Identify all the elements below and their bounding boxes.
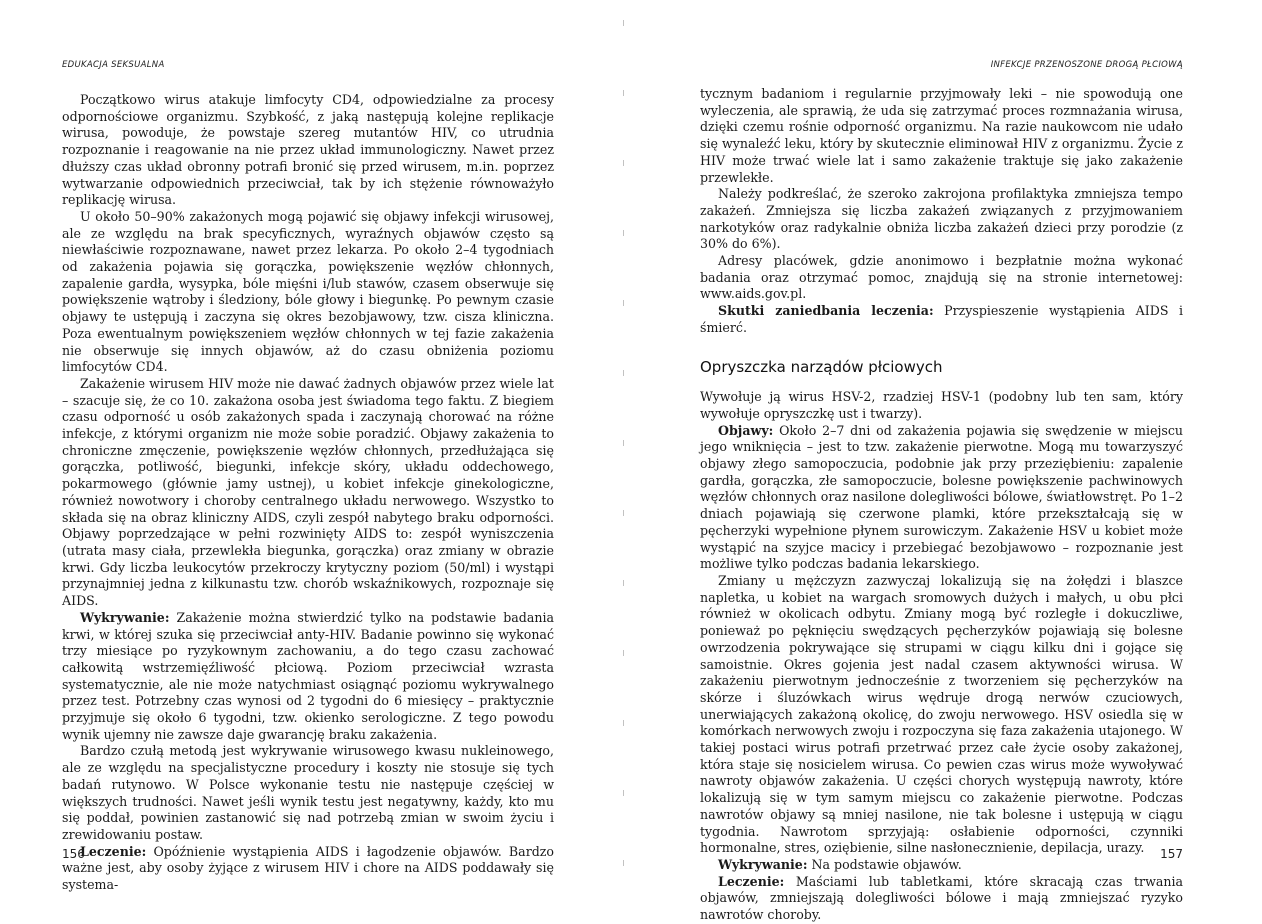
paragraph [62,610,554,744]
right-page [700,0,1183,923]
paragraph-text: Zakażenie można stwierdzić tylko na podstawie badania krwi, w której szuka się przeciwciał anty-HIV. Badanie powinno się wykonać trzy miesiące po ryzykownym zachowaniu, a do tego czasu zachować całkowitą wstrzemięźliwość płciową. Poziom przeciwciał wzrasta systematycznie, ale nie może natychmiast osiągnąć poziomu wykrywalnego przez test. Potrzebny czas wynosi od 2 tygodni do 6 miesięcy – praktycznie przyjmuje się około 6 tygodni, tzw. okienko serologiczne. Z tego powodu wynik ujemny nie zawsze daje gwarancję braku zakażenia. [62,609,554,742]
paragraph-text: Na podstawie objawów. [807,856,962,872]
paragraph: Adresy placówek, gdzie anonimowo i bezpłatnie można wykonać badania oraz otrzymać pomoc, znajdują się na stronie internetowej: www.aids.gov.pl. [700,253,1183,302]
paragraph [700,857,1183,874]
left-page [62,0,554,894]
right-page-number: 157 [1160,847,1183,861]
paragraph-text: Przyspieszenie wystąpienia AIDS i śmierć. [700,303,1183,335]
paragraph: U około 50–90% zakażonych mogą pojawić się objawy infekcji wirusowej, ale ze względu na brak specyficznych, wyraźnych objawów często są niewłaściwie rozpoznawane, nawet przez lekarza. Po około 2–4 tygodniach od zakażenia pojawia się gorączka, powiększenie węzłów chłonnych, zapalenie gardła, wysypka, bóle mięśni i/lub stawów, czasem obserwuje się powiększenie wątroby i śledziony, bóle głowy i biegunkę. Po pewnym czasie objawy te ustępują i zaczyna się okres bezobjawowy, tzw. cisza kliniczna. Poza ewentualnym powiększeniem węzłów chłonnych w tej fazie zakażenia nie obserwuje się innych objawów, aż do czasu obniżenia poziomu limfocytów CD4. [62,208,554,375]
run-in-heading: Skutki zaniedbania leczenia: [718,303,934,319]
run-in-heading: Leczenie: [718,873,785,889]
paragraph: Zakażenie wirusem HIV może nie dawać żadnych objawów przez wiele lat – szacuje się, że co 10. zakażona osoba jest świadoma tego faktu. Z biegiem czasu odporność u osób zakażonych spada i zaczynają chorować na różne infekcje, z którymi organizm nie może sobie poradzić. Objawy zakażenia to chroniczne zmęczenie, powiększenie węzłów chłonnych, przedłużająca się gorączka, potliwość, biegunki, infekcje skóry, układu oddechowego, pokarmowego (głównie jamy ustnej), u kobiet infekcje ginekologiczne, również nowotwory i choroby centralnego układu nerwowego. Wszystko to składa się na obraz kliniczny AIDS, czyli zespół nabytego braku odporności. Objawy poprzedzające w pełni rozwinięty AIDS to: zespół wyniszczenia (utrata masy ciała, przewlekła biegunka, gorączka) oraz zmiany w obrazie krwi. Gdy liczba leukocytów przekroczy krytyczny poziom (50/ml) i wystąpi przynajmniej jedna z kilkunastu tzw. chorób wskaźnikowych, rozpoznaje się AIDS. [62,375,554,609]
run-in-heading: Leczenie: [80,843,147,859]
left-running-head: EDUKACJA SEKSUALNA [62,60,165,70]
run-in-heading: Wykrywanie: [80,609,170,625]
left-page-number: 156 [62,847,85,861]
right-running-head: INFEKCJE PRZENOSZONE DROGĄ PŁCIOWĄ [990,60,1183,70]
paragraph-text: Opóźnienie wystąpienia AIDS i łagodzenie objawów. Bardzo ważne jest, aby osoby żyjące z wirusem HIV i chore na AIDS poddawały się systema- [62,843,554,893]
paragraph: Początkowo wirus atakuje limfocyty CD4, odpowiedzialne za procesy odpornościowe organizmu. Szybkość, z jaką następują kolejne replikacje wirusa, powoduje, że powstaje szereg mutantów HIV, co utrudnia rozpoznanie i reagowanie na nie przez układ immunologiczny. Nawet przez dłuższy czas układ obronny potrafi bronić się przed wirusem, m.in. poprzez wytwarzanie odpowiednich przeciwciał, tak by ich stężenie równoważyło replikację wirusa. [62,92,554,208]
run-in-heading: Wykrywanie: [718,856,808,872]
paragraph: tycznym badaniom i regularnie przyjmowały leki – nie spowodują one wyleczenia, ale sprawią, że uda się zatrzymać proces rozmnażania wirusa, dzięki czemu rośnie odporność organizmu. Na razie naukowcom nie udało się wynaleźć leku, który by skutecznie eliminował HIV z organizmu. Życie z HIV może trwać wiele lat i samo zakażenie traktuje się jako zakażenie przewlekłe. [700,86,1183,185]
paragraph [700,303,1183,336]
paragraph [700,874,1183,924]
paragraph: Bardzo czułą metodą jest wykrywanie wirusowego kwasu nukleinowego, ale ze względu na specjalistyczne procedury i koszty nie stosuje się tych badań rutynowo. W Polsce wykonanie testu nie następuje częściej w większych trudności. Nawet jeśli wynik testu jest negatywny, każdy, kto mu się poddał, powinien zastanowić się nad potrzebą zmian w swoim życiu i zrewidowaniu postaw. [62,743,554,842]
book-gutter [623,20,624,880]
section-title: Opryszczka narządów płciowych [700,357,943,376]
paragraph [62,844,554,894]
paragraph: Wywołuje ją wirus HSV-2, rzadziej HSV-1 (podobny lub ten sam, który wywołuje opryszczkę ust i twarzy). [700,389,1183,421]
left-page-body [62,92,554,894]
paragraph [700,423,1183,573]
paragraph-text: Maściami lub tabletkami, które skracają czas trwania objawów, zmniejszają dolegliwości bólowe i mają zmniejszać ryzyko nawrotów choroby. [700,873,1183,923]
paragraph-text: Około 2–7 dni od zakażenia pojawia się swędzenie w miejscu jego wniknięcia – jest to tzw. zakażenie pierwotne. Mogą mu towarzyszyć objawy złego samopoczucia, podobnie jak przy przeziębieniu: zapalenie gardła, gorączka, złe samopoczucie, bolesne powiększenie pachwinowych węzłów chłonnych oraz nasilone dolegliwości bólowe, światłowstręt. Po 1–2 dniach pojawiają się czerwone plamki, które przekształcają się w pęcherzyki wypełnione płynem surowiczym. Zakażenie HSV u kobiet może wystąpić na szyjce macicy i przebiegać bezobjawowo – rozpoznanie jest możliwe tylko podczas badania lekarskiego. [700,422,1183,572]
paragraph: Należy podkreślać, że szeroko zakrojona profilaktyka zmniejsza tempo zakażeń. Zmniejsza się liczba zakażeń związanych z przyjmowaniem narkotyków oraz radykalnie obniża liczba zakażeń dzieci przy porodzie (z 30% do 6%). [700,186,1183,252]
paragraph: Zmiany u mężczyzn zazwyczaj lokalizują się na żołędzi i blaszce napletka, u kobiet na wargach sromowych dużych i małych, u obu płci również w okolicach odbytu. Zmiany mogą być rozległe i dokuczliwe, ponieważ po pęknięciu swędzących pęcherzyków pojawiają się bolesne owrzodzenia pokrywające się strupami w ciągu kilku dni i gojące się samoistnie. Okres gojenia jest nadal czasem aktywności wirusa. W zakażeniu pierwotnym jednocześnie z tworzeniem się pęcherzyków na skórze i śluzówkach wirus wędruje drogą nerwów czuciowych, unerwiających zakażoną okolicę, do zwoju nerwowego. HSV osiedla się w komórkach nerwowych zwoju i rozpoczyna się faza zakażenia utajonego. W takiej postaci wirus potrafi przetrwać przez całe życie osoby zakażonej, która staje się nosicielem wirusa. Co pewien czas wirus może wywoływać nawroty objawów zakażenia. U części chorych występują nawroty, które lokalizują się w tym samym miejscu co zakażenie pierwotne. Podczas nawrotów objawy są mniej nasilone, nie tak bolesne i ustępują w ciągu tygodnia. Nawrotom sprzyjają: osłabienie odporności, czynniki hormonalne, stres, oziębienie, silne nasłonecznienie, depilacja, urazy. [700,572,1183,856]
run-in-heading: Objawy: [718,422,774,438]
right-page-body [700,86,1183,924]
